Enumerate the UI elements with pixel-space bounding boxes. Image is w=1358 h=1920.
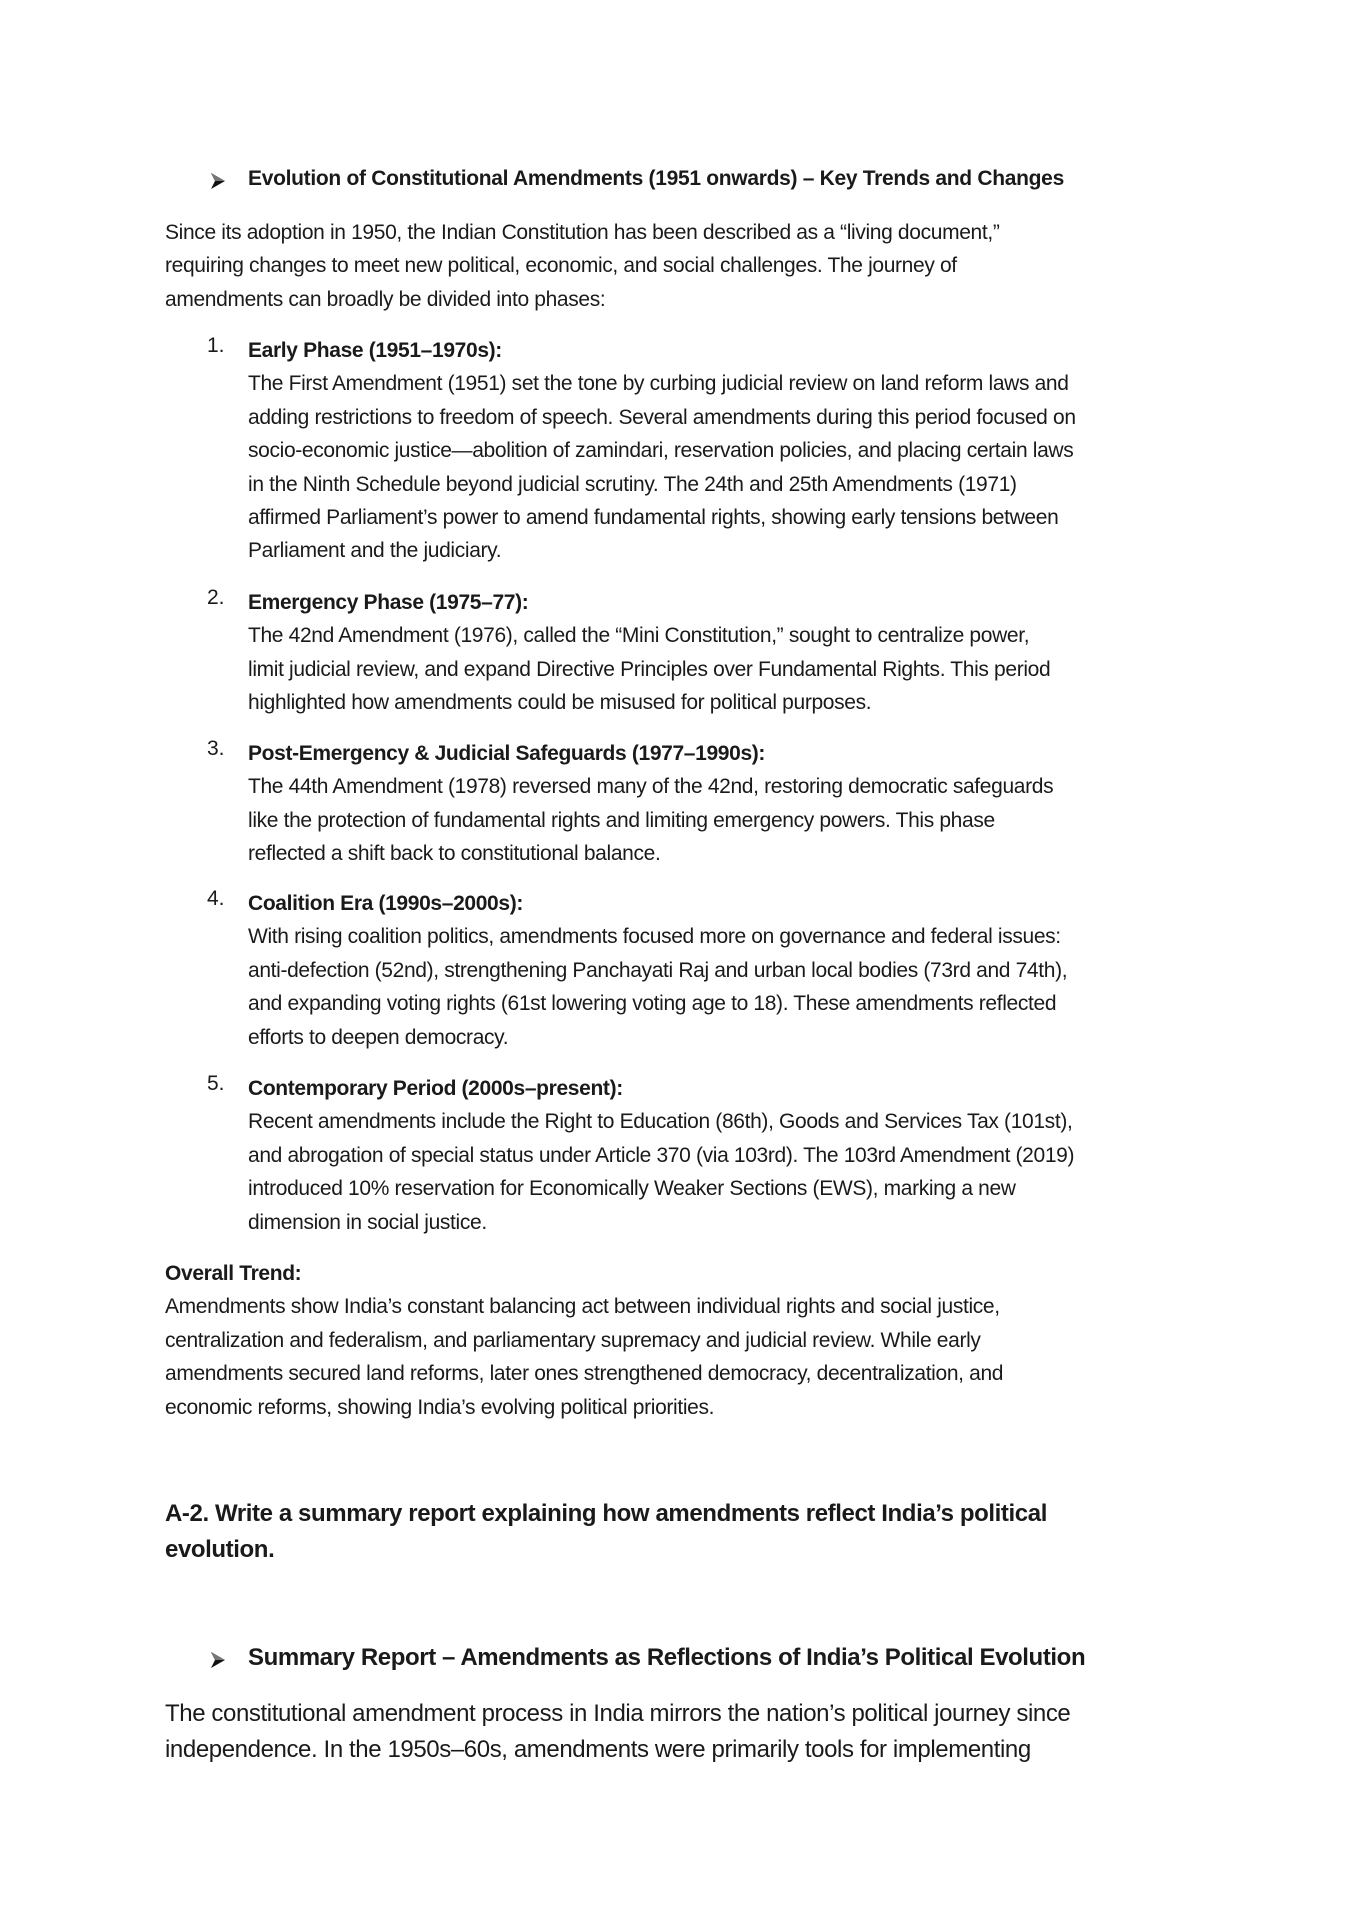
phase-title: Early Phase (1951–1970s):	[248, 339, 502, 362]
text-line: economic reforms, showing India’s evolving political priorities.	[165, 1395, 715, 1419]
phase-title: Emergency Phase (1975–77):	[248, 591, 529, 614]
text-line: evolution.	[165, 1536, 275, 1563]
section-heading: Evolution of Constitutional Amendments (1951 onwards) – Key Trends and Changes	[248, 167, 1064, 190]
text-line: Recent amendments include the Right to Education (86th), Goods and Services Tax (101st),	[248, 1110, 1073, 1134]
text-line: anti-defection (52nd), strengthening Panchayati Raj and urban local bodies (73rd and 74th),	[248, 958, 1068, 982]
text-line: efforts to deepen democracy.	[248, 1025, 509, 1049]
text-line: independence. In the 1950s–60s, amendments were primarily tools for implementing	[165, 1736, 1031, 1763]
text-line: limit judicial review, and expand Directive Principles over Fundamental Rights. This period	[248, 657, 1051, 681]
text-line: like the protection of fundamental rights and limiting emergency powers. This phase	[248, 808, 995, 832]
text-line: highlighted how amendments could be misused for political purposes.	[248, 691, 872, 715]
text-line: centralization and federalism, and parliamentary supremacy and judicial review. While early	[165, 1328, 981, 1352]
phase-title: Coalition Era (1990s–2000s):	[248, 892, 524, 915]
text-line: and expanding voting rights (61st lowering voting age to 18). These amendments reflected	[248, 992, 1057, 1016]
list-number: 5.	[207, 1072, 225, 1095]
list-number: 2.	[207, 586, 225, 609]
text-line: amendments can broadly be divided into phases:	[165, 287, 606, 311]
text-line: Amendments show India’s constant balancing act between individual rights and social justice,	[165, 1295, 1000, 1319]
text-line: dimension in social justice.	[248, 1210, 487, 1234]
overall-trend-label: Overall Trend:	[165, 1262, 302, 1285]
list-item	[248, 586, 1050, 720]
text-line: introduced 10% reservation for Economically Weaker Sections (EWS), marking a new	[248, 1177, 1016, 1201]
intro-paragraph	[165, 216, 999, 316]
list-item	[248, 737, 1053, 871]
list-number: 4.	[207, 887, 225, 910]
text-line: reflected a shift back to constitutional balance.	[248, 842, 661, 866]
text-line: amendments secured land reforms, later ones strengthened democracy, decentralization, and	[165, 1362, 1004, 1386]
arrow-bullet-icon	[210, 1651, 226, 1669]
list-item	[248, 1072, 1074, 1239]
text-line: in the Ninth Schedule beyond judicial scrutiny. The 24th and 25th Amendments (1971)	[248, 472, 1017, 496]
section-heading: Summary Report – Amendments as Reflections of India’s Political Evolution	[248, 1644, 1086, 1671]
list-item	[248, 334, 1076, 568]
text-line: requiring changes to meet new political, economic, and social challenges. The journey of	[165, 254, 957, 278]
overall-trend	[165, 1257, 1003, 1424]
text-line: A-2. Write a summary report explaining how amendments reflect India’s political	[165, 1500, 1047, 1527]
phase-title: Contemporary Period (2000s–present):	[248, 1077, 623, 1100]
summary-paragraph	[165, 1696, 1070, 1768]
question-heading	[165, 1496, 1047, 1568]
text-line: The 44th Amendment (1978) reversed many of the 42nd, restoring democratic safeguards	[248, 775, 1054, 799]
text-line: Since its adoption in 1950, the Indian Constitution has been described as a “living document,”	[165, 221, 1000, 244]
arrow-bullet-icon	[210, 172, 226, 190]
list-item	[248, 887, 1067, 1054]
text-line: and abrogation of special status under Article 370 (via 103rd). The 103rd Amendment (2019)	[248, 1143, 1075, 1167]
list-number: 1.	[207, 334, 225, 357]
text-line: Parliament and the judiciary.	[248, 539, 502, 563]
list-number: 3.	[207, 737, 225, 760]
text-line: The 42nd Amendment (1976), called the “Mini Constitution,” sought to centralize power,	[248, 624, 1030, 648]
text-line: adding restrictions to freedom of speech. Several amendments during this period focused on	[248, 405, 1076, 429]
text-line: The First Amendment (1951) set the tone by curbing judicial review on land reform laws and	[248, 372, 1069, 396]
text-line: With rising coalition politics, amendments focused more on governance and federal issues:	[248, 925, 1061, 949]
text-line: The constitutional amendment process in India mirrors the nation’s political journey since	[165, 1700, 1071, 1727]
phase-title: Post-Emergency & Judicial Safeguards (1977–1990s):	[248, 742, 766, 765]
text-line: socio-economic justice—abolition of zamindari, reservation policies, and placing certain laws	[248, 439, 1074, 463]
text-line: affirmed Parliament’s power to amend fundamental rights, showing early tensions between	[248, 506, 1059, 530]
